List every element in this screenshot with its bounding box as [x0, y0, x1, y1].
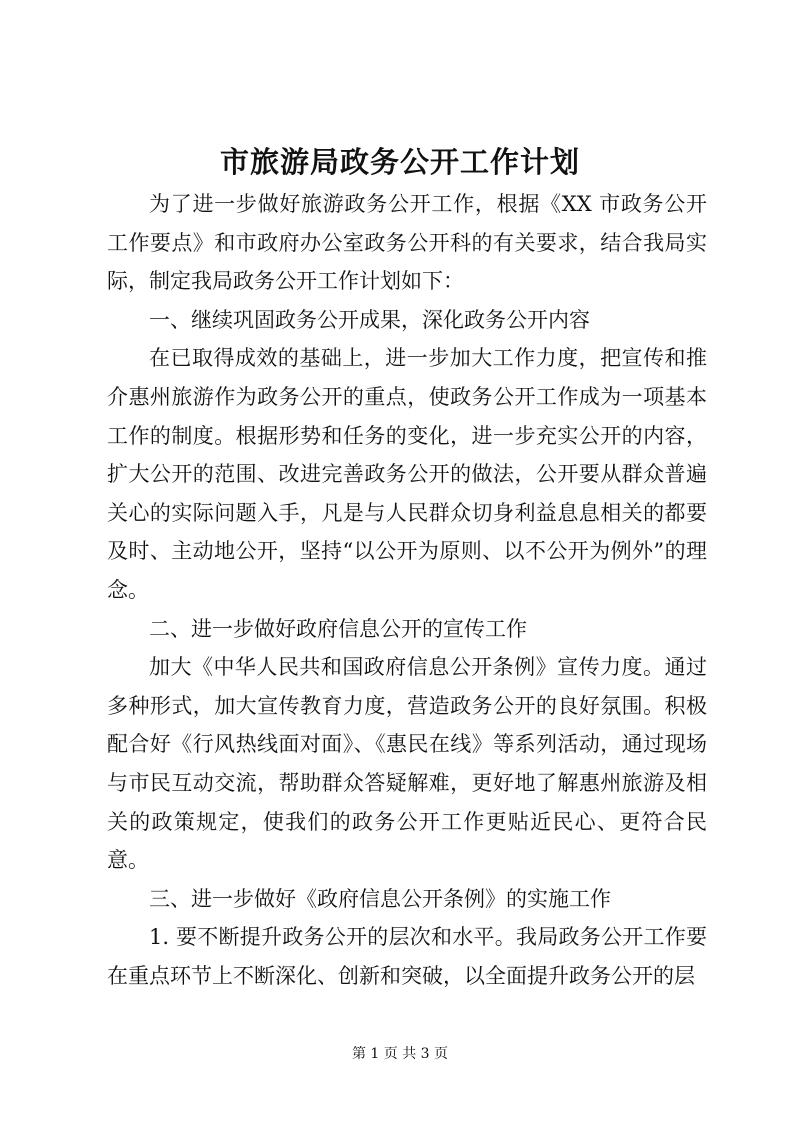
- paragraph-section-1: 在已取得成效的基础上，进一步加大工作力度，把宣传和推介惠州旅游作为政务公开的重点，使政务公开工作成为一项基本工作的制度。根据形势和任务的变化，进一步充实公开的内容，扩大公开的范围、改进完善政务公开的做法，公开要从群众普遍关心的实际问题入手，凡是与人民群众切身利益息息相关的都要及时、主动地公开，坚持“以公开为原则、以不公开为例外”的理念。: [107, 346, 707, 602]
- section-heading-3: 三、进一步做好《政府信息公开条例》的实施工作: [149, 886, 611, 911]
- section-heading-1: 一、继续巩固政务公开成果，深化政务公开内容: [149, 307, 590, 332]
- paragraph-section-3-item-1: 1. 要不断提升政务公开的层次和水平。我局政务公开工作要在重点环节上不断深化、创新和突破，以全面提升政务公开的层: [107, 925, 707, 988]
- page-footer: 第 1 页 共 3 页: [351, 1046, 449, 1062]
- section-heading-2: 二、进一步做好政府信息公开的宣传工作: [149, 616, 527, 641]
- document-title: 市旅游局政务公开工作计划: [219, 145, 580, 179]
- paragraph-intro: 为了进一步做好旅游政务公开工作，根据《XX 市政务公开工作要点》和市政府办公室政务公开科的有关要求，结合我局实际，制定我局政务公开工作计划如下：: [107, 192, 707, 294]
- paragraph-section-2: 加大《中华人民共和国政府信息公开条例》宣传力度。通过多种形式，加大宣传教育力度，营造政务公开的良好氛围。积极配合好《行风热线面对面》、《惠民在线》等系列活动，通过现场与市民互动交流，帮助群众答疑解难，更好地了解惠州旅游及相关的政策规定，使我们的政务公开工作更贴近民心、更符合民意。: [107, 655, 707, 873]
- document-body: [107, 185, 707, 995]
